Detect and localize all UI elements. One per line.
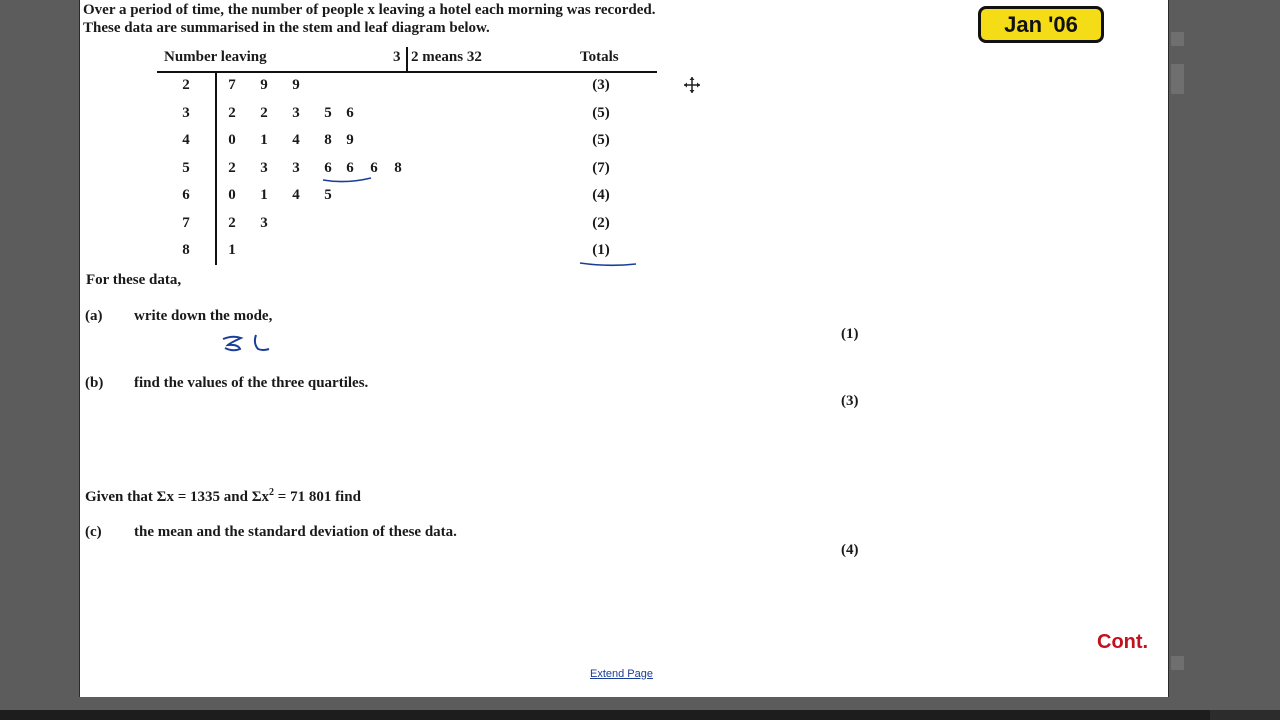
given-suffix: = 71 801 find — [274, 489, 361, 505]
row-total: (4) — [592, 187, 610, 203]
bottom-bar — [0, 710, 1280, 720]
given-statement — [85, 487, 361, 506]
leaf-value: 2 — [228, 159, 236, 176]
left-gutter — [0, 0, 79, 712]
leaf-value: 6 — [346, 104, 354, 121]
exam-date-badge: Jan '06 — [978, 6, 1104, 43]
continued-label: Cont. — [1097, 631, 1149, 653]
right-gutter — [1167, 0, 1280, 712]
key-divider — [406, 47, 408, 72]
leaf-value: 5 — [324, 104, 332, 121]
given-sup: 2 — [269, 487, 275, 498]
stem-value: 4 — [182, 132, 190, 148]
for-these-data: For these data, — [86, 272, 182, 288]
mode-underline — [323, 178, 371, 182]
leaf-value: 2 — [228, 104, 236, 121]
leaf-value: 2 — [260, 104, 268, 121]
question-intro — [83, 1, 655, 37]
row-total: (3) — [592, 77, 610, 93]
intro-line-2: These data are summarised in the stem and leaf diagram below. — [83, 20, 490, 36]
stem-divider — [215, 72, 217, 265]
bottom-bar-tab — [1210, 710, 1280, 720]
header-rule — [157, 71, 657, 73]
leaf-value: 8 — [394, 159, 402, 176]
leaf-value: 9 — [292, 77, 300, 93]
row-total: (5) — [592, 132, 610, 148]
leaf-value: 4 — [292, 132, 300, 148]
leaf-value: 8 — [324, 132, 332, 148]
scrollbar-thumb-bottom[interactable] — [1171, 656, 1184, 670]
part-a-label: (a) — [85, 308, 103, 324]
extend-page-link[interactable]: Extend Page — [590, 668, 653, 680]
given-prefix: Given that Σx = 1335 and Σx — [85, 489, 270, 505]
stem-value: 6 — [182, 187, 190, 203]
leaf-value: 4 — [292, 187, 300, 203]
intro-line-1: Over a period of time, the number of people x leaving a hotel each morning was recorded. — [83, 2, 656, 18]
row-total: (5) — [592, 104, 610, 121]
leaf-value: 3 — [292, 104, 300, 121]
key-text: 2 means 32 — [411, 49, 482, 65]
stem-value: 3 — [182, 104, 190, 121]
header-totals: Totals — [580, 49, 619, 65]
stem-value: 5 — [182, 159, 190, 176]
leaf-value: 5 — [324, 187, 332, 203]
handwritten-digit-5 — [223, 337, 241, 351]
part-b-label: (b) — [85, 375, 104, 391]
row-total: (7) — [592, 159, 610, 176]
row-total: (1) — [592, 242, 610, 258]
leaf-value: 6 — [346, 159, 354, 176]
stem-value: 8 — [182, 242, 190, 258]
row-total: (2) — [592, 214, 610, 231]
header-number-leaving: Number leaving — [164, 49, 267, 65]
annotation-layer — [80, 0, 1168, 697]
key-stem: 3 — [393, 49, 401, 65]
scrollbar-thumb[interactable] — [1171, 64, 1184, 94]
leaf-value: 3 — [260, 159, 268, 176]
part-c-marks: (4) — [841, 542, 859, 558]
leaf-value: 1 — [260, 187, 268, 203]
leaf-value: 0 — [228, 132, 236, 148]
part-b-text: find the values of the three quartiles. — [134, 375, 369, 391]
part-c-label: (c) — [85, 524, 102, 540]
part-b-marks: (3) — [841, 393, 859, 409]
total-underline — [580, 263, 636, 265]
leaf-value: 1 — [228, 242, 236, 258]
worksheet-page — [79, 0, 1169, 697]
leaf-value: 2 — [228, 214, 236, 231]
move-cursor-icon — [683, 76, 701, 94]
part-a-marks: (1) — [841, 326, 859, 342]
stem-value: 2 — [182, 77, 190, 93]
leaf-value: 6 — [370, 159, 378, 176]
leaf-value: 7 — [228, 77, 236, 93]
stem-value: 7 — [182, 214, 190, 231]
part-c-text: the mean and the standard deviation of these data. — [134, 524, 457, 540]
leaf-value: 0 — [228, 187, 236, 203]
leaf-value: 3 — [292, 159, 300, 176]
scrollbar-thumb-top[interactable] — [1171, 32, 1184, 46]
handwritten-digit-6 — [255, 335, 269, 350]
leaf-value: 1 — [260, 132, 268, 148]
part-a-text: write down the mode, — [134, 308, 273, 324]
leaf-value: 6 — [324, 159, 332, 176]
leaf-value: 3 — [260, 214, 268, 231]
leaf-value: 9 — [260, 77, 268, 93]
leaf-value: 9 — [346, 132, 354, 148]
